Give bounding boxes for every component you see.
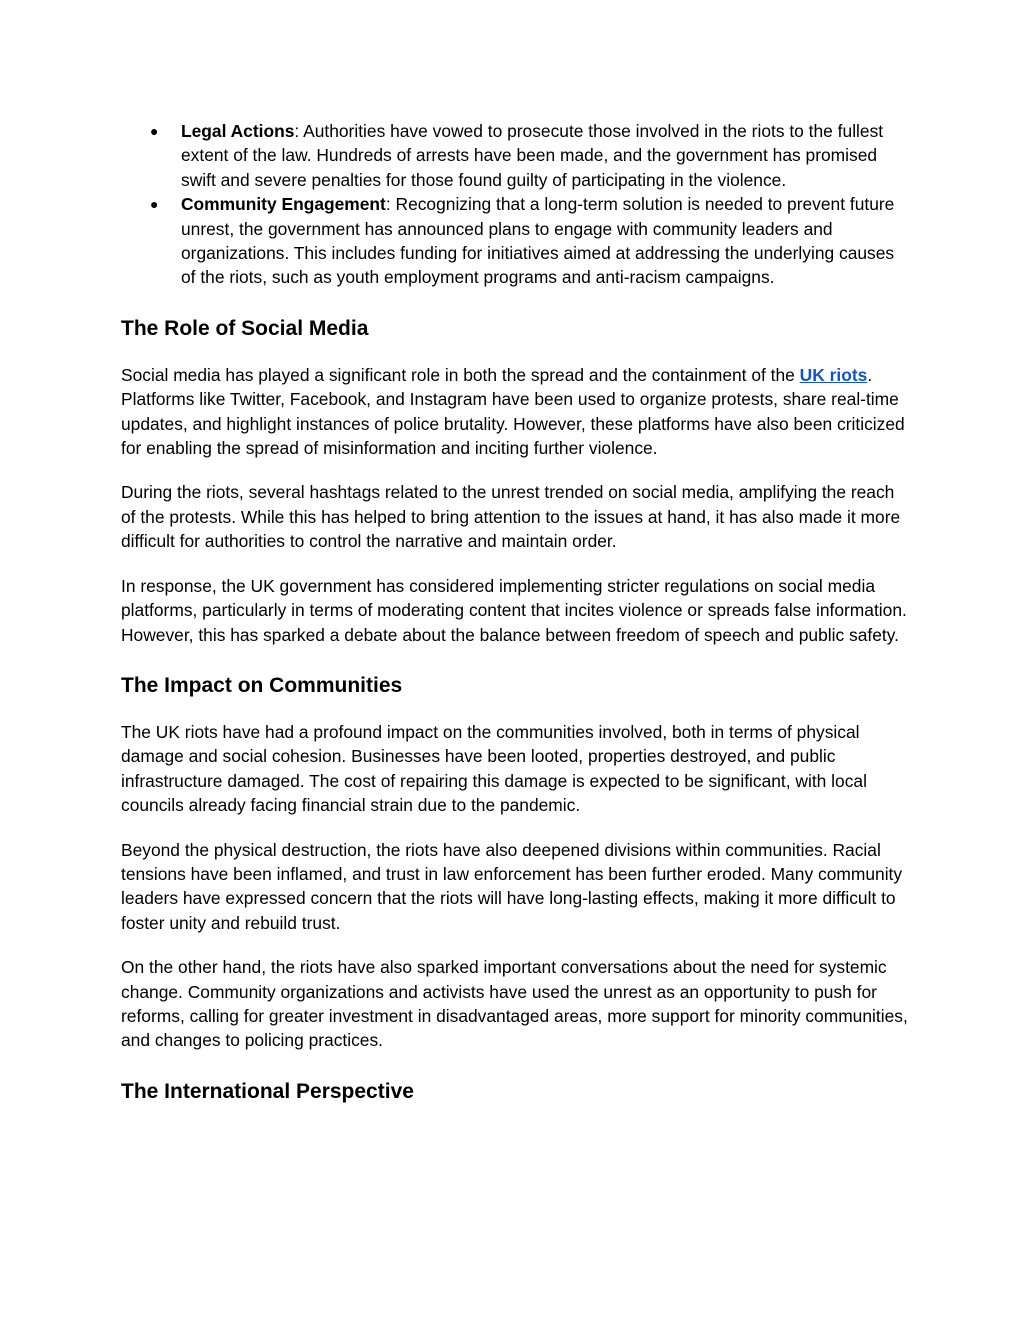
bullet-text: : Recognizing that a long-term solution is needed to prevent future unrest, the government has announced plans to engage with community leaders and organizations. This includes funding for initiatives aimed at addressing the underlying causes of the riots, such as youth employment programs and anti-racism campaigns. <box>181 194 895 288</box>
bullet-term: Community Engagement <box>181 194 386 215</box>
section-heading-international: The International Perspective <box>121 1079 414 1103</box>
paragraph-communities-1: The UK riots have had a profound impact on the communities involved, both in terms of physical damage and social cohesion. Businesses have been looted, properties destroyed, and public infrastructure damaged. The cost of repairing this damage is expected to be significant, with local councils already facing financial strain due to the pandemic. <box>121 721 867 816</box>
paragraph-social-media-3: In response, the UK government has considered implementing stricter regulations on social media platforms, particularly in terms of moderating content that incites violence or spreads false information. However, this has sparked a debate about the balance between freedom of speech and public safety. <box>121 575 907 645</box>
paragraph-social-media-1 <box>121 363 911 461</box>
section-heading-social-media: The Role of Social Media <box>121 316 369 340</box>
document-page <box>121 119 911 1105</box>
bullet-term: Legal Actions <box>181 121 295 141</box>
bullet-icon: ● <box>150 123 159 139</box>
section-heading-communities: The Impact on Communities <box>121 673 403 697</box>
uk-riots-link[interactable]: UK riots <box>799 364 868 385</box>
measures-bullet-list <box>121 119 911 290</box>
paragraph-communities-3: On the other hand, the riots have also sparked important conversations about the need for systemic change. Community organizations and activists have used the unrest as an opportunity to push for reforms, calling for greater investment in disadvantaged areas, more support for minority communities, and changes to policing practices. <box>121 957 908 1051</box>
paragraph-text: Social media has played a significant role in both the spread and the containment of the <box>121 364 800 385</box>
bullet-item-legal-actions <box>121 119 911 192</box>
bullet-text: : Authorities have vowed to prosecute those involved in the riots to the fullest extent of the law. Hundreds of arrests have been made, and the government has promised swift and severe penalties for those found guilty of participating in the violence. <box>181 121 884 190</box>
bullet-item-community-engagement <box>121 192 911 290</box>
bullet-icon: ● <box>150 196 159 213</box>
paragraph-social-media-2: During the riots, several hashtags related to the unrest trended on social media, amplifying the reach of the protests. While this has helped to bring attention to the issues at hand, it has also made it more difficult for authorities to control the narrative and maintain order. <box>121 482 901 552</box>
paragraph-communities-2: Beyond the physical destruction, the riots have also deepened divisions within communities. Racial tensions have been inflamed, and trust in law enforcement has been further eroded. Many community leaders have expressed concern that the riots will have long-lasting effects, making it more difficult to foster unity and rebuild trust. <box>121 839 903 933</box>
paragraph-text: . Platforms like Twitter, Facebook, and Instagram have been used to organize protests, share real-time updates, and highlight instances of police brutality. However, these platforms have also been criticized for enabling the spread of misinformation and inciting further violence. <box>121 364 905 459</box>
